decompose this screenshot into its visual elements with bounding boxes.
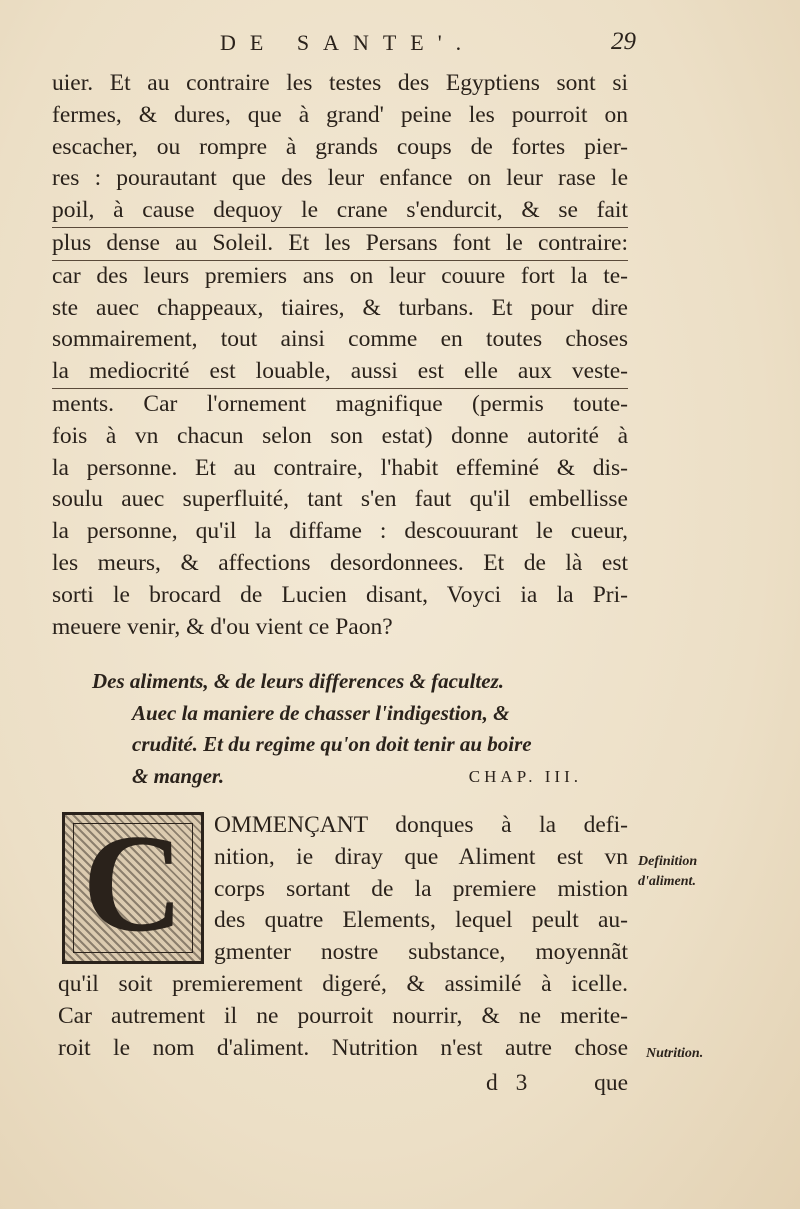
text-line-underlined: plus dense au Soleil. Et les Persans font le contraire: (52, 228, 628, 261)
catchword: que (594, 1070, 628, 1096)
text-line: sorti le brocard de Lucien disant, Voyci ia la Pri- (52, 581, 628, 608)
text-line: sommairement, tout ainsi comme en toutes choses (52, 326, 628, 353)
text-line: nition, ie diray que Aliment est vn (214, 843, 628, 870)
text-line: gmenter nostre substance, moyennãt (214, 939, 628, 966)
text-line-underlined: la mediocrité est louable, aussi est elle aux veste- (52, 356, 628, 389)
text-line: Car autrement il ne pourroit nourrir, & ne merite- (58, 1002, 628, 1029)
decorated-initial (62, 806, 204, 964)
heading-line: & manger. (132, 763, 225, 788)
page-number: 29 (611, 28, 636, 55)
main-text-block (52, 68, 628, 643)
text-line: fermes, & dures, que à grand' peine les pourroit on (52, 101, 628, 128)
text-line: escacher, ou rompre à grands coups de fortes pier- (52, 133, 628, 160)
text-line: uier. Et au contraire les testes des Egyptiens sont si (52, 70, 628, 96)
text-line: la personne, qu'il la diffame : descouurant le cueur, (52, 518, 628, 545)
chapter-number: CHAP. III. (468, 766, 582, 786)
text-line: OMMENÇANT donques à la defi- (214, 812, 628, 838)
running-head (216, 28, 636, 62)
text-line: roit le nom d'aliment. Nutrition n'est autre chose (58, 1034, 628, 1061)
text-line: meuere venir, & d'ou vient ce Paon? (52, 613, 393, 640)
signature-mark: d 3 (486, 1070, 534, 1096)
text-line: des quatre Elements, lequel peult au- (214, 907, 628, 934)
margin-note-definition: Definition d'aliment. (638, 854, 698, 889)
text-line: ments. Car l'ornement magnifique (permis toute- (52, 390, 628, 417)
text-line: qu'il soit premierement digeré, & assimilé à icelle. (58, 971, 628, 997)
text-line: la personne. Et au contraire, l'habit effeminé & dis- (52, 454, 628, 481)
text-line: soulu auec superfluité, tant s'en faut qu'il embellisse (52, 486, 628, 513)
heading-line: Des aliments, & de leurs differences & facultez. (92, 669, 504, 693)
chapter-text-beside-initial (214, 810, 628, 969)
chapter-text-full-width (58, 969, 628, 1064)
text-line: les meurs, & affections desordonnees. Et de là est (52, 549, 628, 576)
text-line: res : pourautant que des leur enfance on leur rase le (52, 165, 628, 192)
heading-line: Auec la maniere de chasser l'indigestion, & (132, 700, 510, 725)
heading-line: crudité. Et du regime qu'on doit tenir au boire (132, 732, 532, 756)
text-line-underlined: poil, à cause dequoy le crane s'endurcit, & se fait (52, 195, 628, 228)
catchline (486, 1070, 628, 1102)
text-line: fois à vn chacun selon son estat) donne autorité à (52, 422, 628, 449)
text-line: ste auec chappeaux, tiaires, & turbans. Et pour dire (52, 294, 628, 321)
text-line: car des leurs premiers ans on leur couure fort la te- (52, 262, 628, 289)
chapter-heading (92, 666, 582, 792)
running-head-title: DE SANTE'. (220, 30, 476, 55)
initial-letter: C (82, 806, 184, 961)
text-line: corps sortant de la premiere mistion (214, 875, 628, 902)
margin-note-nutrition: Nutrition. (646, 1046, 704, 1061)
